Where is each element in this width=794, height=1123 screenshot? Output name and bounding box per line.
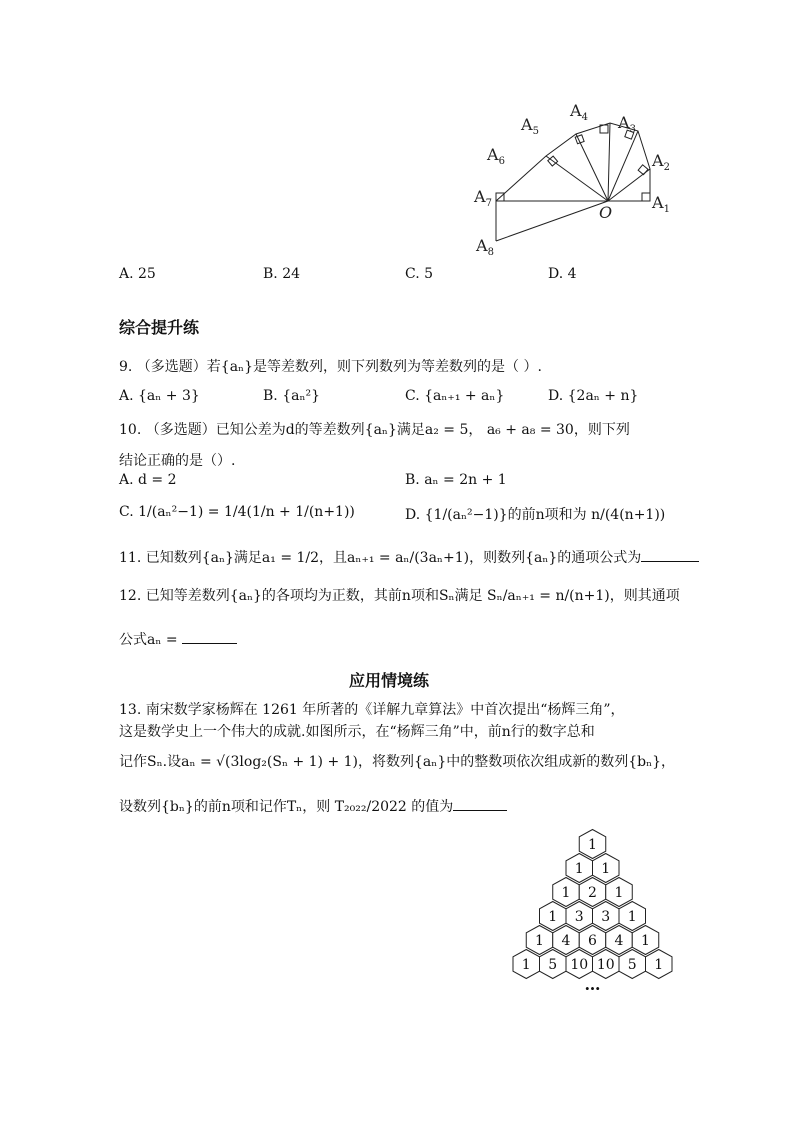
pascal-cell-value: 1	[588, 837, 597, 853]
pascal-cell-value: 5	[548, 957, 558, 973]
q13-answer-blank[interactable]	[453, 796, 507, 811]
pascal-cell-value: 6	[588, 933, 597, 949]
ray-a8	[496, 201, 608, 241]
q8-option-c: C. 5	[405, 266, 434, 282]
q11-answer-blank[interactable]	[641, 547, 699, 562]
pascal-cell-value: 3	[574, 909, 584, 925]
q10-line2: 结论正确的是（）.	[119, 453, 236, 469]
label-a7: $A_7$	[474, 187, 492, 209]
q11-stem	[119, 547, 699, 568]
pascal-cell-value: 1	[535, 933, 544, 949]
q9-option-a: A. {aₙ + 3}	[119, 388, 200, 404]
q13-line2: 这是数学史上一个伟大的成就.如图所示，在“杨辉三角”中，前n行的数字总和	[119, 724, 595, 740]
q13-line4-text: 设数列{bₙ}的前n项和记作Tₙ，则 T₂₀₂₂/2022 的值为	[119, 799, 454, 815]
pascal-cell-value: 1	[654, 957, 664, 973]
pascal-cell-value: 3	[601, 909, 611, 925]
pascal-cell-value: 1	[561, 885, 571, 901]
pascal-cell-value: 1	[614, 885, 624, 901]
ray-a5	[576, 134, 608, 201]
label-a6: $A_6$	[487, 145, 505, 167]
pascal-ellipsis: …	[584, 975, 601, 993]
pascal-cell-value: 1	[641, 933, 650, 949]
q12-line2	[119, 629, 237, 650]
q13-line4	[119, 796, 507, 817]
q10-line1: 10. （多选题）已知公差为d的等差数列{aₙ}满足a₂ = 5， a₆ + a₈ = 30，则下列	[119, 422, 630, 438]
right-angle-a2	[638, 165, 648, 175]
section-heading-comprehensive: 综合提升练	[119, 318, 200, 337]
q8-option-d: D. 4	[548, 266, 577, 282]
q13-line1: 13. 南宋数学家杨辉在 1261 年所著的《详解九章算法》中首次提出“杨辉三角”，	[119, 702, 625, 718]
spiral-triangle-figure	[468, 96, 688, 264]
ray-a3	[608, 131, 638, 201]
section-heading-application: 应用情境练	[349, 671, 430, 690]
q9-stem: 9. （多选题）若{aₙ}是等差数列，则下列数列为等差数列的是（ ）.	[119, 359, 542, 375]
pascal-cell-value: 5	[627, 957, 637, 973]
pascal-cell-value: 1	[548, 909, 558, 925]
label-a2: $A_2$	[652, 151, 670, 173]
label-a3: $A_3$	[618, 113, 636, 135]
q8-option-b: B. 24	[263, 266, 301, 282]
pascal-cell-value: 1	[521, 957, 531, 973]
pascal-cell-value: 1	[627, 909, 637, 925]
label-o: O	[599, 203, 613, 222]
pascal-cell-value: 4	[614, 933, 624, 949]
label-a8: $A_8$	[476, 236, 494, 258]
q9-option-b: B. {aₙ²}	[263, 388, 321, 404]
q12-line1: 12. 已知等差数列{aₙ}的各项均为正数，其前n项和Sₙ满足 Sₙ/aₙ₊₁ = n/(n+1)，则其通项	[119, 588, 680, 604]
label-a1: $A_1$	[652, 193, 670, 215]
pascal-cell-value: 10	[570, 957, 589, 973]
pascal-cell-value: 10	[596, 957, 615, 973]
q9-option-c: C. {aₙ₊₁ + aₙ}	[405, 388, 505, 404]
q10-option-b: B. aₙ = 2n + 1	[405, 472, 507, 488]
q8-option-a: A. 25	[119, 266, 156, 282]
q10-option-d: D. {1/(aₙ²−1)}的前n项和为 n/(4(n+1))	[405, 507, 666, 523]
spiral-outline	[496, 123, 650, 241]
q9-option-d: D. {2aₙ + n}	[548, 388, 639, 404]
pascal-triangle-figure	[505, 828, 680, 993]
right-angle-a1	[642, 193, 650, 201]
q11-text: 11. 已知数列{aₙ}满足a₁ = 1/2，且aₙ₊₁ = aₙ/(3aₙ+1)，则数列{aₙ}的通项公式为	[119, 550, 642, 566]
ray-a4	[608, 123, 610, 201]
pascal-cell-value: 1	[574, 861, 584, 877]
q12-answer-blank[interactable]	[182, 629, 237, 644]
q12-line2-text: 公式aₙ =	[119, 632, 178, 648]
label-a5: $A_5$	[521, 115, 539, 137]
q10-option-c: C. 1/(aₙ²−1) = 1/4(1/n + 1/(n+1))	[119, 504, 355, 520]
ray-a6	[546, 156, 608, 201]
pascal-cell-value: 2	[588, 885, 597, 901]
pascal-cell-value: 4	[561, 933, 571, 949]
pascal-cell-value: 1	[601, 861, 611, 877]
label-a4: $A_4$	[570, 101, 588, 123]
q10-option-a: A. d = 2	[119, 472, 177, 488]
q13-line3: 记作Sₙ.设aₙ = √(3log₂(Sₙ + 1) + 1)，将数列{aₙ}中的整数项依次组成新的数列{bₙ}，	[119, 754, 676, 770]
